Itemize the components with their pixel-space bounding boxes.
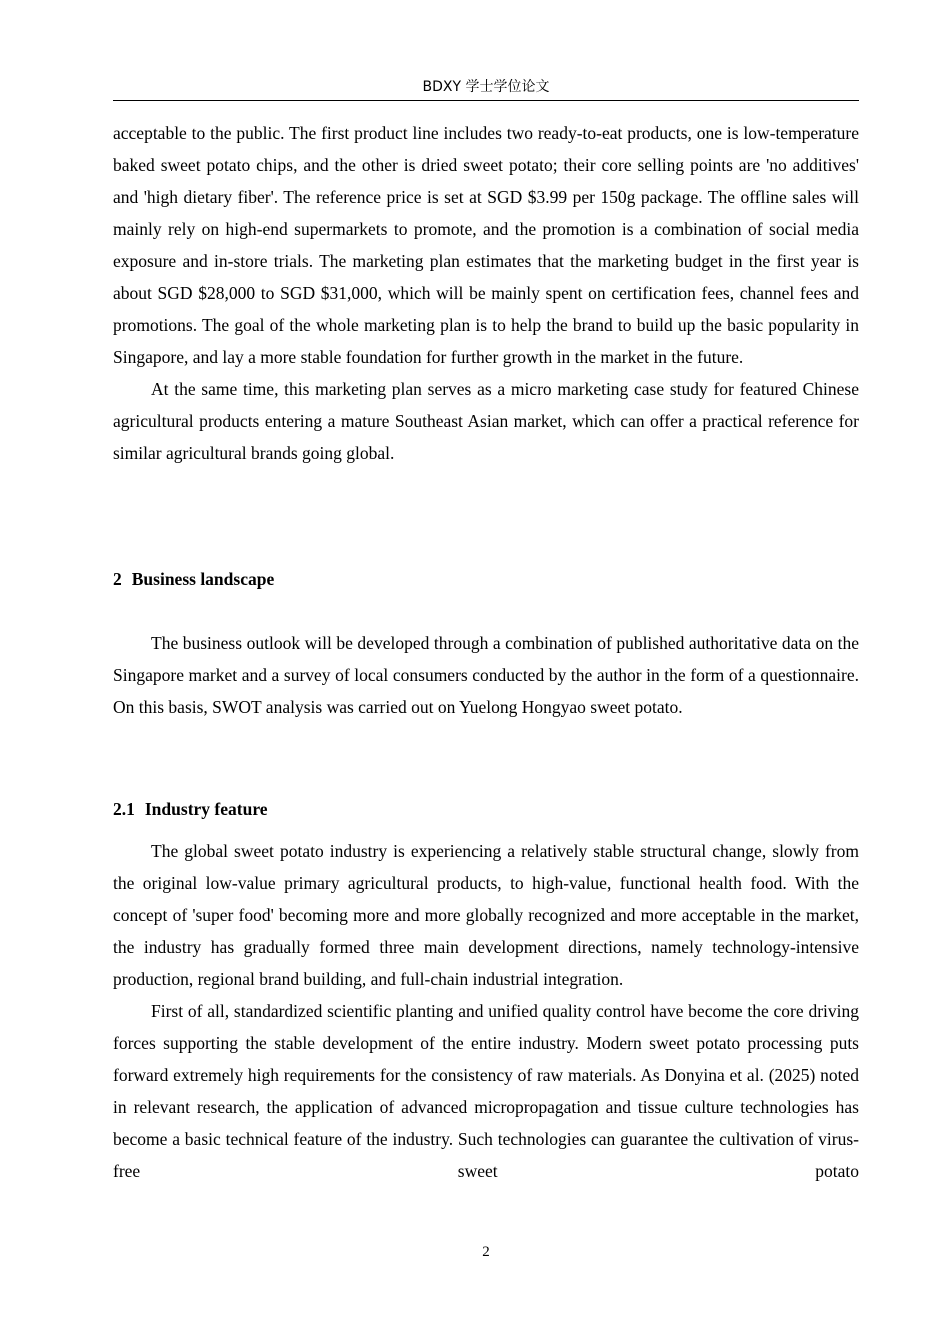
header-rule (113, 100, 859, 101)
paragraph-industry-planting: First of all, standardized scientific planting and unified quality control have become the core driving forces supporting the stable development of the entire industry. Modern sweet potato processing puts forward extremely high requirements for the consistency of raw materials. As Donyina et al. (2025) noted in relevant research, the application of advanced micropropagation and tissue culture technologies has become a basic technical feature of the industry. Such technologies can guarantee the cultivation of virus-free sweet potato (113, 1001, 859, 1181)
running-header: BDXY 学士学位论文 (422, 79, 550, 95)
paragraph-intro-reference: At the same time, this marketing plan serves as a micro marketing case study for featured Chinese agricultural products entering a mature Southeast Asian market, which can offer a practical reference for similar agricultural brands going global. (113, 379, 859, 463)
paragraph-industry-trend: The global sweet potato industry is experiencing a relatively stable structural change, slowly from the original low-value primary agricultural products, to high-value, functional health food. With the concept of 'super food' becoming more and more globally recognized and more acceptable in the market, the industry has gradually formed three main development directions, namely technology-intensive production, regional brand building, and full-chain industrial integration. (113, 841, 859, 989)
body-block-top (113, 117, 859, 469)
paragraph-intro-summary: acceptable to the public. The first product line includes two ready-to-eat products, one is low-temperature baked sweet potato chips, and the other is dried sweet potato; their core selling points are 'no additives' and 'high dietary fiber'. The reference price is set at SGD $3.99 per 150g package. The offline sales will mainly rely on high-end supermarkets to promote, and the promotion is a combination of social media exposure and in-store trials. The marketing plan estimates that the marketing budget in the first year is about SGD $28,000 to SGD $31,000, which will be mainly spent on certification fees, channel fees and promotions. The goal of the whole marketing plan is to help the brand to build up the basic popularity in Singapore, and lay a more stable foundation for further growth in the market in the future. (113, 123, 859, 367)
body-block-landscape (113, 627, 859, 723)
paragraph-landscape-overview: The business outlook will be developed through a combination of published authoritative data on the Singapore market and a survey of local consumers conducted by the author in the form of a questionnaire. On this basis, SWOT analysis was carried out on Yuelong Hongyao sweet potato. (113, 633, 859, 717)
subsection-number: 2.1 (113, 799, 135, 819)
body-block-industry (113, 835, 859, 1187)
subsection-title: Industry feature (144, 799, 268, 819)
page-number: 2 (482, 1244, 490, 1260)
section-number: 2 (113, 569, 122, 589)
subsection-heading-industry-feature (113, 793, 859, 825)
section-heading-business-landscape (113, 563, 859, 595)
section-title: Business landscape (131, 569, 275, 589)
